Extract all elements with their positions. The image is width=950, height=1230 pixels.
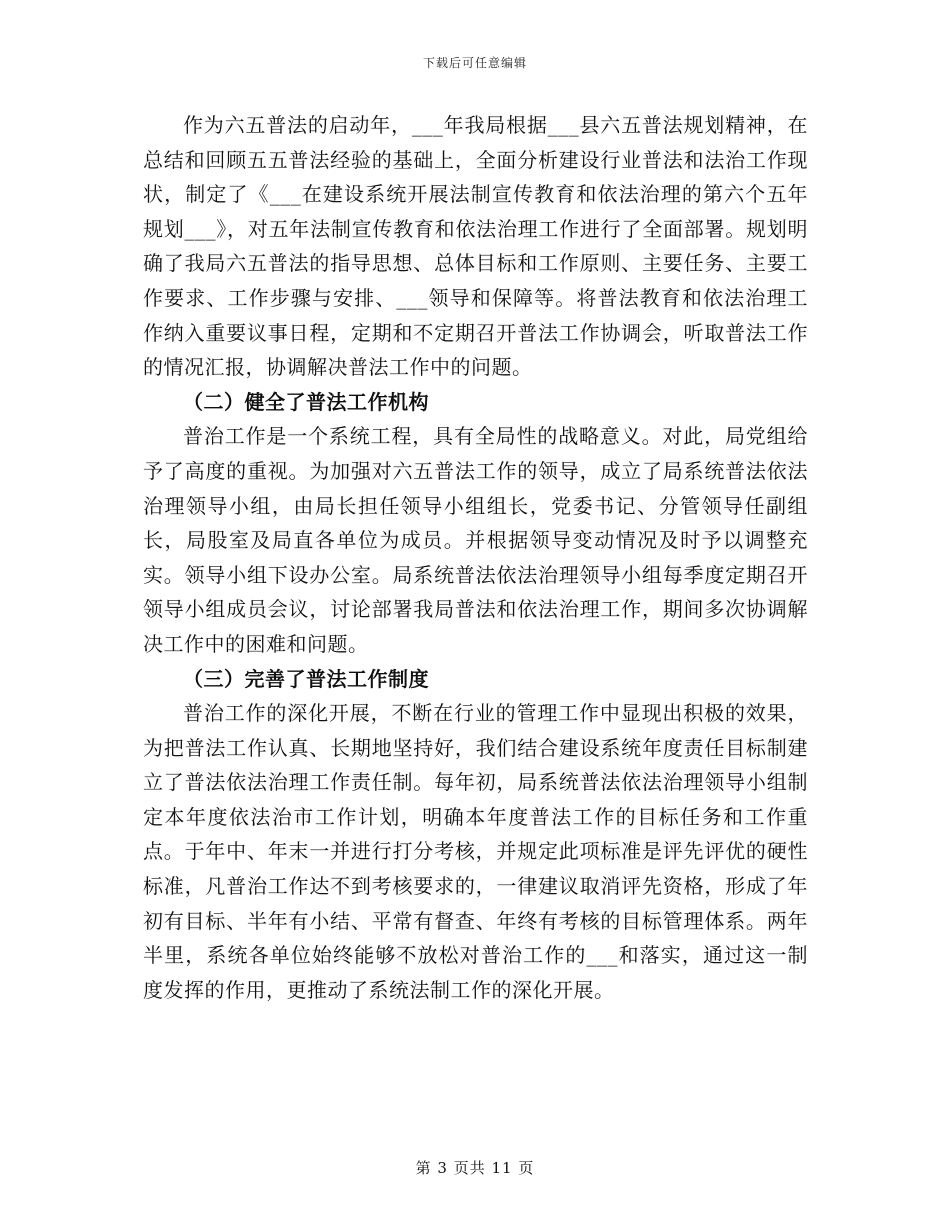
paragraph-2: 普治工作是一个系统工程，具有全局性的战略意义。对此，局党组给予了高度的重视。为加强对六五普法工作的领导，成立了局系统普法依法治理领导小组，由局长担任领导小组组长，党委书记、分管领导任副组长，局股室及局直各单位为成员。并根据领导变动情况及时予以调整充实。领导小组下设办公室。局系统普法依法治理领导小组每季度定期召开领导小组成员会议，讨论部署我局普法和依法治理工作，期间多次协调解决工作中的困难和问题。 xyxy=(143,424,808,656)
section-heading-3: （三）完善了普法工作制度 xyxy=(183,666,429,691)
paragraph-1: 作为六五普法的启动年，___年我局根据___县六五普法规划精神，在总结和回顾五五普法经验的基础上，全面分析建设行业普法和法治工作现状，制定了《___在建设系统开展法制宣传教育和依法治理的第六个五年规划___》，对五年法制宣传教育和依法治理工作进行了全面部署。规划明确了我局六五普法的指导思想、总体目标和工作原则、主要任务、主要工作要求、工作步骤与安排、___领导和保障等。将普法教育和依法治理工作纳入重要议事日程，定期和不定期召开普法工作协调会，听取普法工作的情况汇报，协调解决普法工作中的问题。 xyxy=(143,113,808,380)
section-heading-2: （二）健全了普法工作机构 xyxy=(183,389,429,414)
document-body xyxy=(143,108,808,1007)
paragraph-3: 普治工作的深化开展，不断在行业的管理工作中显现出积极的效果，为把普法工作认真、长期地坚持好，我们结合建设系统年度责任目标制建立了普法依法治理工作责任制。每年初，局系统普法依法治理领导小组制定本年度依法治市工作计划，明确本年度普法工作的目标任务和工作重点。于年中、年末一并进行打分考核，并规定此项标准是评先评优的硬性标准，凡普治工作达不到考核要求的，一律建议取消评先资格，形成了年初有目标、半年有小结、平常有督查、年终有考核的目标管理体系。两年半里，系统各单位始终能够不放松对普治工作的___和落实，通过这一制度发挥的作用，更推动了系统法制工作的深化开展。 xyxy=(143,701,808,1002)
page-header: 下载后可任意编辑 xyxy=(422,56,527,70)
page-footer: 第 3 页共 11 页 xyxy=(415,1159,535,1177)
